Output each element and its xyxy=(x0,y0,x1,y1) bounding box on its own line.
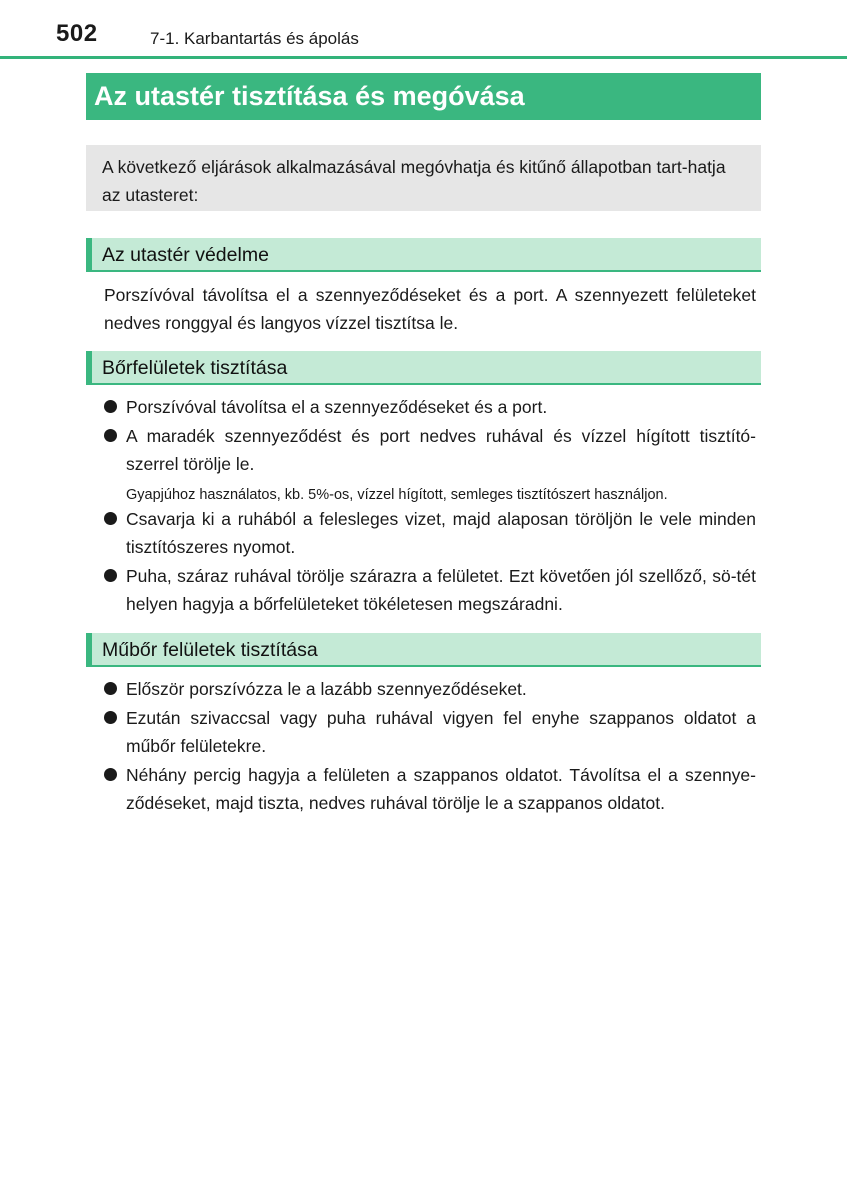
bullet-icon xyxy=(104,682,117,695)
list-item-text: Csavarja ki a ruhából a felesleges vizet, majd alaposan töröljön le vele minden tisztítószeres nyomot. xyxy=(126,509,756,557)
intro-box: A következő eljárások alkalmazásával megóvhatja és kitűnő állapotban tart-hatja az utasteret: xyxy=(86,145,761,211)
page-header xyxy=(0,0,847,60)
section-heading-interior-protection: Az utastér védelme xyxy=(86,238,761,272)
list-item xyxy=(104,675,756,703)
list-item xyxy=(104,505,756,561)
section-paragraph: Porszívóval távolítsa el a szennyeződéseket és a port. A szennyezett felületeket nedves ronggyal és langyos vízzel tisztítsa le. xyxy=(104,285,756,333)
list-item xyxy=(104,761,756,817)
section-heading-leather-cleaning: Bőrfelületek tisztítása xyxy=(86,351,761,385)
list-item-text: Porszívóval távolítsa el a szennyeződéseket és a port. xyxy=(126,397,548,417)
list-item xyxy=(104,393,756,421)
list-item-text: Először porszívózza le a lazább szennyeződéseket. xyxy=(126,679,527,699)
section-reference: 7-1. Karbantartás és ápolás xyxy=(150,29,359,48)
page-number: 502 xyxy=(56,20,98,47)
bullet-icon xyxy=(104,768,117,781)
header-divider xyxy=(0,56,847,59)
bullet-icon xyxy=(104,400,117,413)
page-title: Az utastér tisztítása és megóvása xyxy=(86,73,761,120)
bullet-icon xyxy=(104,512,117,525)
list-item-text: Néhány percig hagyja a felületen a szappanos oldatot. Távolítsa el a szennye-ződéseket, majd tiszta, nedves ruhával törölje le a szappanos oldatot. xyxy=(126,765,756,813)
bullet-icon xyxy=(104,429,117,442)
bullet-icon xyxy=(104,569,117,582)
list-item xyxy=(104,562,756,618)
list-item-text: A maradék szennyeződést és port nedves ruhával és vízzel hígított tisztító-szerrel törölje le. xyxy=(126,426,756,474)
list-item xyxy=(104,422,756,478)
list-item-text: Ezután szivaccsal vagy puha ruhával vigyen fel enyhe szappanos oldatot a műbőr felületekre. xyxy=(126,708,756,756)
list-item xyxy=(104,704,756,760)
list-item-text: Puha, száraz ruhával törölje szárazra a felületet. Ezt követően jól szellőző, sö-tét helyen hagyja a bőrfelületeket tökéletesen megszáradni. xyxy=(126,566,756,614)
bullet-icon xyxy=(104,711,117,724)
section-heading-synthetic-leather-cleaning: Műbőr felületek tisztítása xyxy=(86,633,761,667)
note-text: Gyapjúhoz használatos, kb. 5%-os, vízzel hígított, semleges tisztítószert használjon. xyxy=(126,487,668,503)
